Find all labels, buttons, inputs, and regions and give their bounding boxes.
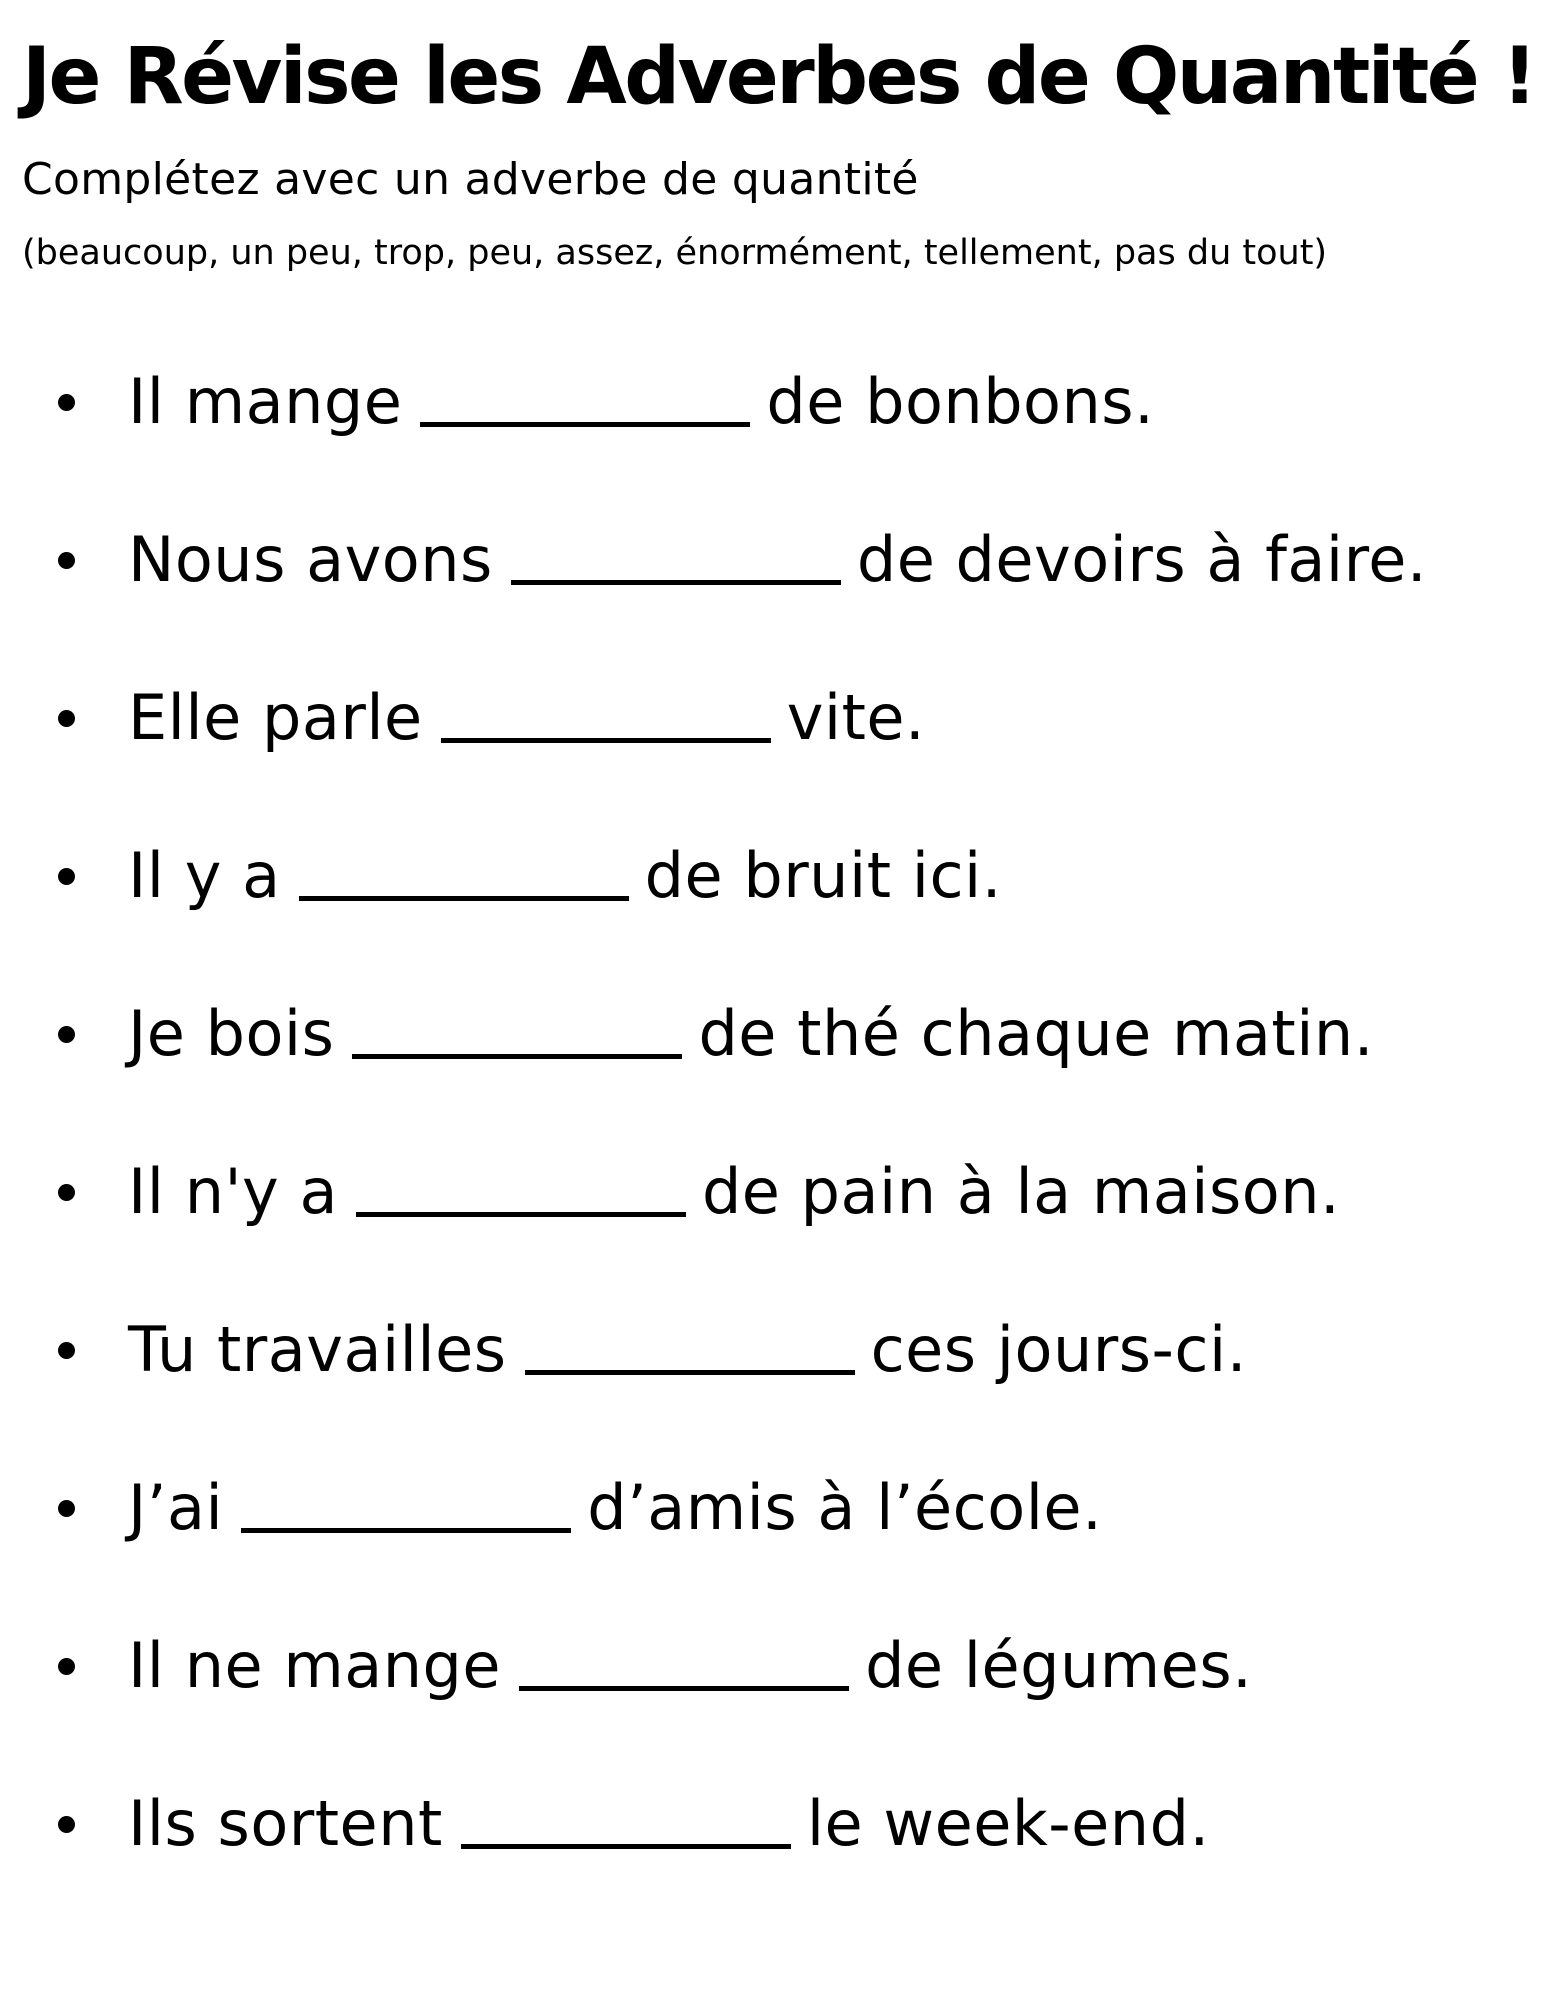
exercise-sentence	[128, 1624, 1252, 1708]
sentence-start: Nous avons	[128, 523, 493, 596]
answer-blank[interactable]	[299, 896, 629, 901]
instruction-text: Complétez avec un adverbe de quantité	[22, 154, 919, 205]
sentence-end: de thé chaque matin.	[698, 997, 1374, 1070]
bullet-icon	[58, 552, 75, 569]
sentence-start: Il mange	[128, 365, 403, 438]
bullet-icon	[58, 1342, 75, 1359]
sentence-start: Il ne mange	[128, 1629, 502, 1702]
exercise-item	[0, 518, 1545, 676]
sentence-end: ces jours-ci.	[870, 1313, 1247, 1386]
answer-blank[interactable]	[511, 580, 841, 585]
bullet-icon	[58, 710, 75, 727]
answer-blank[interactable]	[352, 1054, 682, 1059]
sentence-start: Il n'y a	[128, 1155, 338, 1228]
sentence-start: Il y a	[128, 839, 281, 912]
exercise-list	[0, 360, 1545, 1940]
answer-blank[interactable]	[356, 1212, 686, 1217]
exercise-item	[0, 1150, 1545, 1308]
word-bank: (beaucoup, un peu, trop, peu, assez, énormément, tellement, pas du tout)	[22, 233, 1328, 273]
sentence-start: Ils sortent	[128, 1787, 443, 1860]
answer-blank[interactable]	[441, 738, 771, 743]
bullet-icon	[58, 1816, 75, 1833]
sentence-start: Tu travailles	[128, 1313, 507, 1386]
exercise-sentence	[128, 1782, 1210, 1866]
exercise-sentence	[128, 834, 1002, 918]
answer-blank[interactable]	[420, 422, 750, 427]
sentence-end: de légumes.	[865, 1629, 1253, 1702]
bullet-icon	[58, 394, 75, 411]
answer-blank[interactable]	[519, 1686, 849, 1691]
exercise-item	[0, 834, 1545, 992]
exercise-item	[0, 1782, 1545, 1940]
exercise-item	[0, 1624, 1545, 1782]
bullet-icon	[58, 1658, 75, 1675]
worksheet-title: Je Révise les Adverbes de Quantité !	[22, 32, 1535, 122]
exercise-sentence	[128, 992, 1374, 1076]
sentence-end: vite.	[786, 681, 926, 754]
answer-blank[interactable]	[461, 1844, 791, 1849]
exercise-sentence	[128, 1150, 1340, 1234]
exercise-item	[0, 1466, 1545, 1624]
bullet-icon	[58, 1184, 75, 1201]
sentence-end: d’amis à l’école.	[587, 1471, 1103, 1544]
exercise-sentence	[128, 1466, 1102, 1550]
exercise-item	[0, 992, 1545, 1150]
sentence-start: Elle parle	[128, 681, 423, 754]
exercise-sentence	[128, 360, 1154, 444]
bullet-icon	[58, 1500, 75, 1517]
sentence-start: Je bois	[128, 997, 335, 1070]
sentence-end: de bruit ici.	[644, 839, 1002, 912]
exercise-sentence	[128, 1308, 1247, 1392]
exercise-item	[0, 1308, 1545, 1466]
sentence-end: de devoirs à faire.	[856, 523, 1428, 596]
sentence-end: de pain à la maison.	[701, 1155, 1341, 1228]
exercise-sentence	[128, 518, 1427, 602]
bullet-icon	[58, 868, 75, 885]
answer-blank[interactable]	[525, 1370, 855, 1375]
sentence-start: J’ai	[128, 1471, 224, 1544]
exercise-item	[0, 676, 1545, 834]
sentence-end: le week-end.	[806, 1787, 1210, 1860]
exercise-sentence	[128, 676, 925, 760]
sentence-end: de bonbons.	[766, 365, 1155, 438]
answer-blank[interactable]	[241, 1528, 571, 1533]
exercise-item	[0, 360, 1545, 518]
bullet-icon	[58, 1026, 75, 1043]
